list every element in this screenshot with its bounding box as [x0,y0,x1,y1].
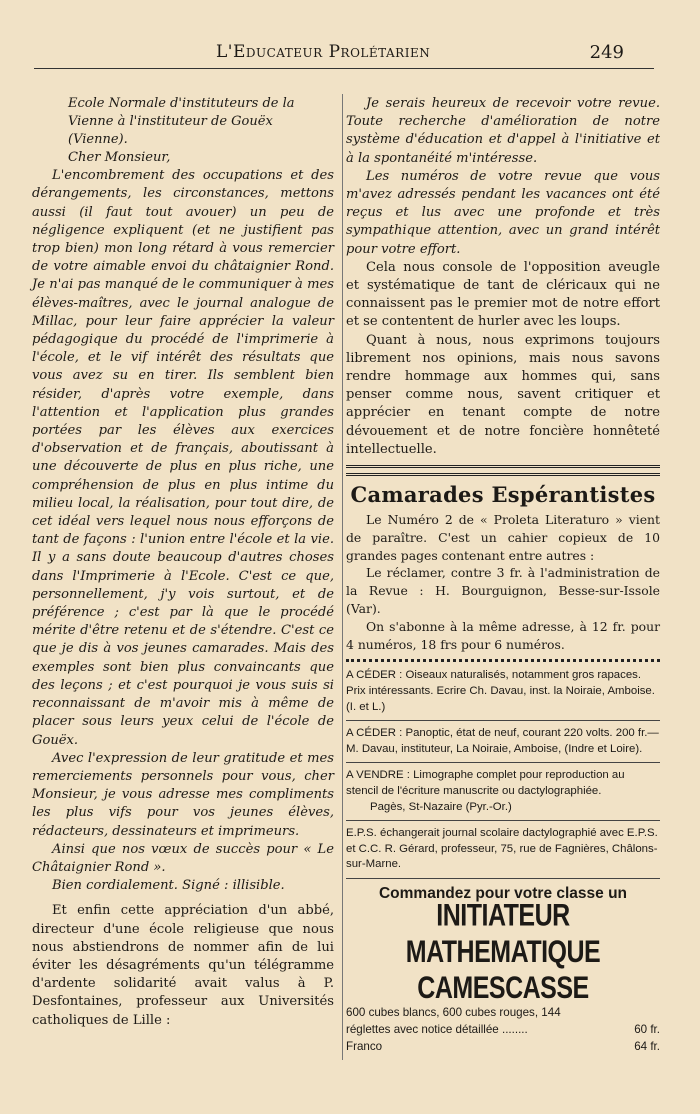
ad-divider-2 [346,762,660,763]
ad-divider-3 [346,820,660,821]
right-column [346,95,660,1055]
letter-salutation: Cher Monsieur, [68,150,171,165]
page-header [34,40,654,69]
classified-ad-3: A VENDRE : Limographe complet pour reproduction au stencil de l'écriture manuscrite ou dactylographiée. [346,769,625,797]
order-heading: Commandez pour votre classe un [378,884,628,902]
body-paragraph-4: Quant à nous, nous exprimons toujours librement nos opinions, mais nous savons rendre hommage aux hommes qui, sans penser comme nous, savent critiquer et apprécier en tenant compte de notre dévouement et de notre foncière honnêteté intellectuelle. [346,332,660,457]
price-label-2: Franco [346,1039,383,1053]
price-row-1 [346,1021,660,1038]
product-description: 600 cubes blancs, 600 cubes rouges, 144 [346,1005,561,1019]
letter-address-line-3: (Vienne). [68,132,128,147]
letter-address-line-1: Ecole Normale d'instituteurs de la [68,96,295,111]
price-row-2 [346,1038,660,1055]
esperanto-paragraph-1: Le Numéro 2 de « Proleta Literaturo » vient de paraître. C'est un cahier copieux de 10 grandes pages contenant entre autres : [346,512,660,563]
column-divider [342,94,343,1060]
quote-paragraph-2: Les numéros de votre revue que vous m'avez adressés pendant les vacances ont été reçus et lus avec une profonde et très sympathique attention, avec un grand intérêt pour votre effort. [346,168,660,257]
ad-divider-1 [346,720,660,721]
classified-ad-3-contact: Pagès, St-Nazaire (Pyr.-Or.) [370,800,512,813]
quote-paragraph-1: Je serais heureux de recevoir votre revue. Toute recherche d'amélioration de notre système d'éducation et d'appel à l'initiative et à la spontanéité m'intéresse. [346,96,660,166]
running-title: L'Educateur Prolétarien [216,42,431,62]
left-column [32,95,334,1030]
price-label-1: réglettes avec notice détaillée ........ [346,1022,528,1036]
section-separator [346,465,660,476]
body-paragraph-3: Cela nous console de l'opposition aveugle et systématique de tant de cléricaux qui ne connaissent pas le premier mot de notre effort et se contentent de hurler avec les loups. [346,259,660,330]
intro-paragraph: Et enfin cette appréciation d'un abbé, directeur d'une école religieuse que nous nous abstiendrons de nommer afin de lui éviter les désagréments qu'un télégramme d'ardente solidarité avait valus à P. Desfontaines, professeur aux Universités catholiques de Lille : [32,903,334,1028]
letter-address-line-2: Vienne à l'instituteur de Gouëx [68,114,273,129]
esperanto-heading: Camarades Espérantistes [350,482,656,508]
letter-paragraph-3: Ainsi que nos vœux de succès pour « Le Châtaignier Rond ». [32,841,334,875]
ad-divider-4 [346,878,660,879]
letter-signature: Bien cordialement. Signé : illisible. [52,878,285,894]
price-value-2: 64 fr. [634,1039,660,1053]
product-name: INITIATEUR MATHEMATIQUE CAMESCASSE [405,898,601,1006]
dotted-separator [346,659,660,662]
esperanto-paragraph-3: On s'abonne à la même adresse, à 12 fr. pour 4 numéros, 18 frs pour 6 numéros. [346,618,660,652]
letter-paragraph-1: L'encombrement des occupations et des dérangements, les circonstances, mettons aussi (il faut tout avouer) un peu de négligence expliquent (et ne justifient pas trop bien) mon long rétard à vous remercier de votre aimable envoi du châtaignier Rond. Je n'ai pas manqué de le communiquer à mes élèves-maîtres, avec le journal analogue de Millac, pour leur faire apprécier la valeur pédagogique du procédé de l'imprimerie à l'école, et le vif intérêt des résultats que vous avez su en tirer. Ils semblent bien résider, d'après votre exemple, dans l'attention et l'application plus grandes portées par les élèves aux exercices d'observation et de français, aboutissant à une découverte de plus en plus riche, une compréhension de plus en plus intime du milieu local, la réalisation, pour tout dire, de cet idéal vers lequel nous nous efforçons de tant de façons : l'union entre l'école et la vie. Il y a sans doute beaucoup d'autres choses dans l'Imprimerie à l'Ecole. C'est ce que, personnellement, j'y vois surtout, et de préférence ; c'est par là que le procédé mérite d'être retenu et de s'étendre. C'est ce que je dis à vos jeunes camarades. Mais des exemples sont bien plus convaincants que des leçons ; et c'est pourquoi je vous suis si reconnaissant de m'avoir mis à même de placer sous leurs yeux celui de l'école de Gouëx. [32,168,334,748]
classified-ad-2: A CÉDER : Panoptic, état de neuf, courant 220 volts. 200 fr.— M. Davau, instituteur, La Noiraie, Amboise, (Indre et Loire). [346,727,659,755]
letter-paragraph-2: Avec l'expression de leur gratitude et mes remerciements personnels pour vous, cher Monsieur, je vous adresse mes compliments les plus vifs pour vos jeunes élèves, rédacteurs, dessinateurs et imprimeurs. [32,750,334,839]
classified-ad-4: E.P.S. échangerait journal scolaire dactylographié avec E.P.S. et C.C. R. Gérard, professeur, 75, rue de Fagnières, Châlons-sur-Marne. [346,827,658,871]
page-number: 249 [589,42,624,63]
price-value-1: 60 fr. [634,1022,660,1036]
classified-ad-1: A CÉDER : Oiseaux naturalisés, notamment gros rapaces. Prix intéressants. Ecrire Ch. Davau, inst. la Noiraie, Amboise. (I. et L.) [346,669,655,713]
esperanto-paragraph-2: Le réclamer, contre 3 fr. à l'administration de la Revue : H. Bourguignon, Besse-sur-Issole (Var). [346,565,660,617]
